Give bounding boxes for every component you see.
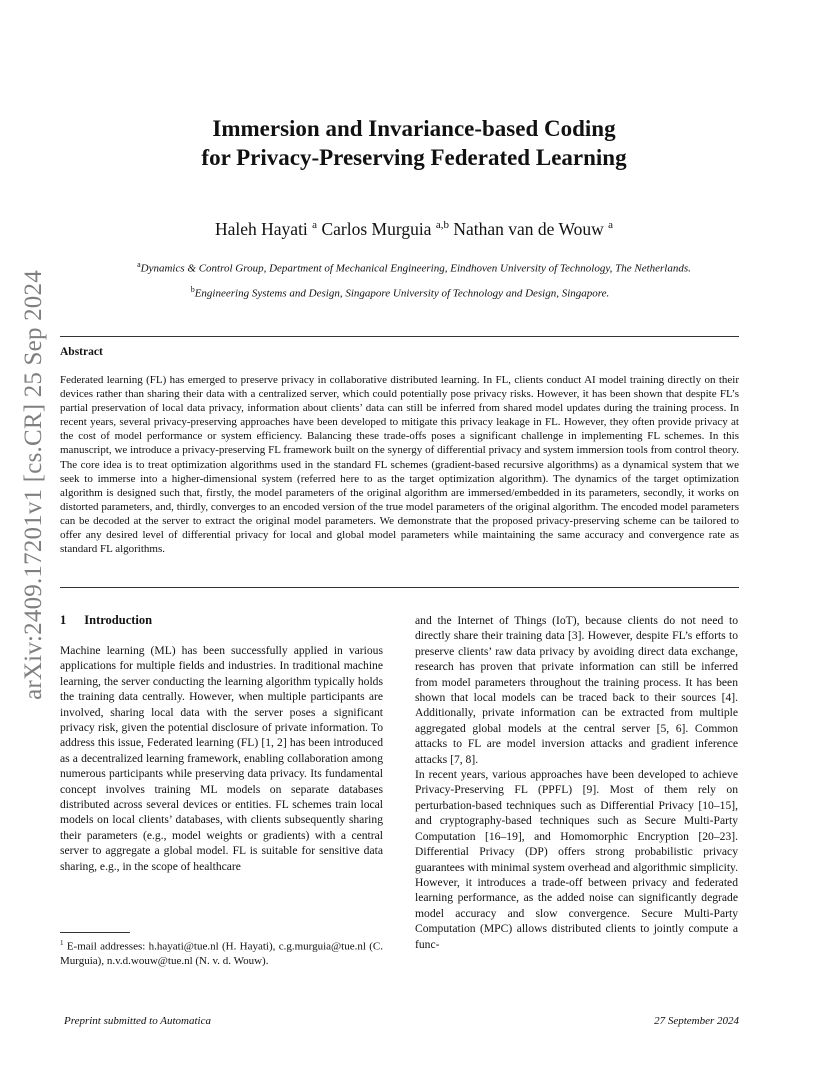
footnote-text: E-mail addresses: h.hayati@tue.nl (H. Hayati), c.g.murguia@tue.nl (C. Murguia), n.v.d.wouw@tue.nl (N. v. d. Wouw).	[60, 940, 383, 968]
intro-paragraph: Machine learning (ML) has been successfully applied in various applications for multiple fields and industries. In traditional machine learning, the server conducting the learning algorithm typically holds the training data centrally. However, when multiple participants are involved, sharing local data with the server poses a significant privacy risk, given the potential disclosure of private information. To address this issue, Federated learning (FL) [1, 2] has been introduced as a decentralized learning framework, enabling collaboration among numerous participants while preserving data privacy. Its fundamental concept involves training ML models on separate databases distributed across several devices or entities. FL schemes train local models on local clients’ databases, with clients subsequently sharing their parameters (e.g., model weights or gradients) with a central server to aggregate a global model. FL is suitable for sensitive data sharing, e.g., in the scope of healthcare	[60, 644, 383, 873]
affiliation-a	[14, 260, 814, 275]
footnote-rule	[60, 932, 130, 933]
author-name: Nathan van de Wouw	[453, 219, 604, 239]
abstract-heading: Abstract	[60, 346, 103, 358]
intro-left-column	[60, 643, 383, 874]
arxiv-identifier	[14, 270, 54, 700]
author-name: Haleh Hayati	[214, 219, 308, 239]
affiliation-mark: a	[137, 260, 141, 269]
title-line-2: for Privacy-Preserving Federated Learning	[201, 145, 627, 170]
author-affiliation-mark: a	[608, 219, 614, 232]
affiliation-mark: b	[190, 285, 195, 294]
abstract-bottom-rule	[60, 587, 739, 588]
abstract-top-rule	[60, 336, 739, 337]
footer-date: 27 September 2024	[654, 1015, 739, 1027]
footnote	[60, 936, 383, 969]
author-affiliation-mark: a	[312, 219, 318, 232]
affiliation-text: Dynamics & Control Group, Department of Mechanical Engineering, Eindhoven University of Technology, The Netherlands.	[140, 262, 691, 275]
section-number: 1	[60, 613, 67, 627]
footer-preprint-note: Preprint submitted to Automatica	[64, 1015, 211, 1027]
intro-paragraph: and the Internet of Things (IoT), because clients do not need to directly share their training data [3]. However, despite FL’s efforts to preserve clients’ raw data privacy by avoiding direct data exchange, research has proven that private information can still be inferred from model parameters throughout the training process. It has been shown that local models can be traced back to their sources [4]. Additionally, private information can be extracted from multiple aggregated global models at the central server [5, 6]. Common attacks to FL are model inversion attacks and gradient inference attacks [7, 8].	[415, 614, 738, 766]
author-affiliation-mark: a,b	[435, 219, 449, 232]
section-title: Introduction	[84, 613, 153, 627]
footnote-mark: 1	[60, 939, 64, 947]
paper-title	[0, 114, 828, 172]
intro-paragraph: In recent years, various approaches have been developed to achieve Privacy-Preserving FL (PPFL) [9]. Most of them rely on perturbation-based techniques such as Differential Privacy [10–15], and cryptography-based techniques such as Secure Multi-Party Computation [16–19], and Homomorphic Encryption [20–23]. Differential Privacy (DP) offers strong probabilistic privacy guarantees with minimal system overhead and algorithmic simplicity. However, it introduces a trade-off between privacy and federated learning performance, as the added noise can significantly degrade model accuracy and slow convergence. Secure Multi-Party Computation (MPC) allows distributed clients to jointly compute a func-	[415, 768, 738, 951]
section-heading	[60, 613, 152, 628]
affiliation-b	[0, 285, 800, 300]
intro-right-column	[415, 613, 738, 952]
author-name: Carlos Murguia	[321, 219, 432, 239]
affiliation-text: Engineering Systems and Design, Singapore University of Technology and Design, Singapore.	[194, 287, 610, 300]
title-line-1: Immersion and Invariance-based Coding	[212, 116, 616, 141]
abstract-body: Federated learning (FL) has emerged to preserve privacy in collaborative distributed learning. In FL, clients conduct AI model training directly on their devices rather than sharing their data with a centralized server, which could potentially pose privacy risks. However, it has been shown that despite FL’s partial preservation of local data privacy, information about clients’ data can still be inferred from shared model updates during the training process. In recent years, several privacy-preserving approaches have been developed to mitigate this privacy leakage in FL. However, they often provide privacy at the cost of model performance or system efficiency. Balancing these trade-offs poses a significant challenge in implementing FL schemes. In this manuscript, we introduce a privacy-preserving FL framework built on the synergy of differential privacy and system immersion tools from control theory. The core idea is to treat optimization algorithms used in the standard FL schemes (gradient-based recursive algorithms) as a dynamical system that we seek to immerse into a higher-dimensional system (referred here to as the target optimization algorithm). The dynamics of the target optimization algorithm is designed such that, firstly, the model parameters of the original algorithm are immersed/embedded in its parameters, secondly, it works on distorted parameters, and, thirdly, converges to an encoded version of the true model parameters of the original algorithm. The encoded model parameters can be decoded at the server to extract the original model parameters. We demonstrate that the proposed privacy-preserving scheme can be tailored to offer any desired level of differential privacy for local and global model parameters while maintaining the same accuracy and convergence rate as standard FL algorithms.	[60, 374, 739, 556]
author-list	[0, 219, 828, 240]
arxiv-identifier-text: arXiv:2409.17201v1 [cs.CR] 25 Sep 2024	[20, 270, 47, 700]
